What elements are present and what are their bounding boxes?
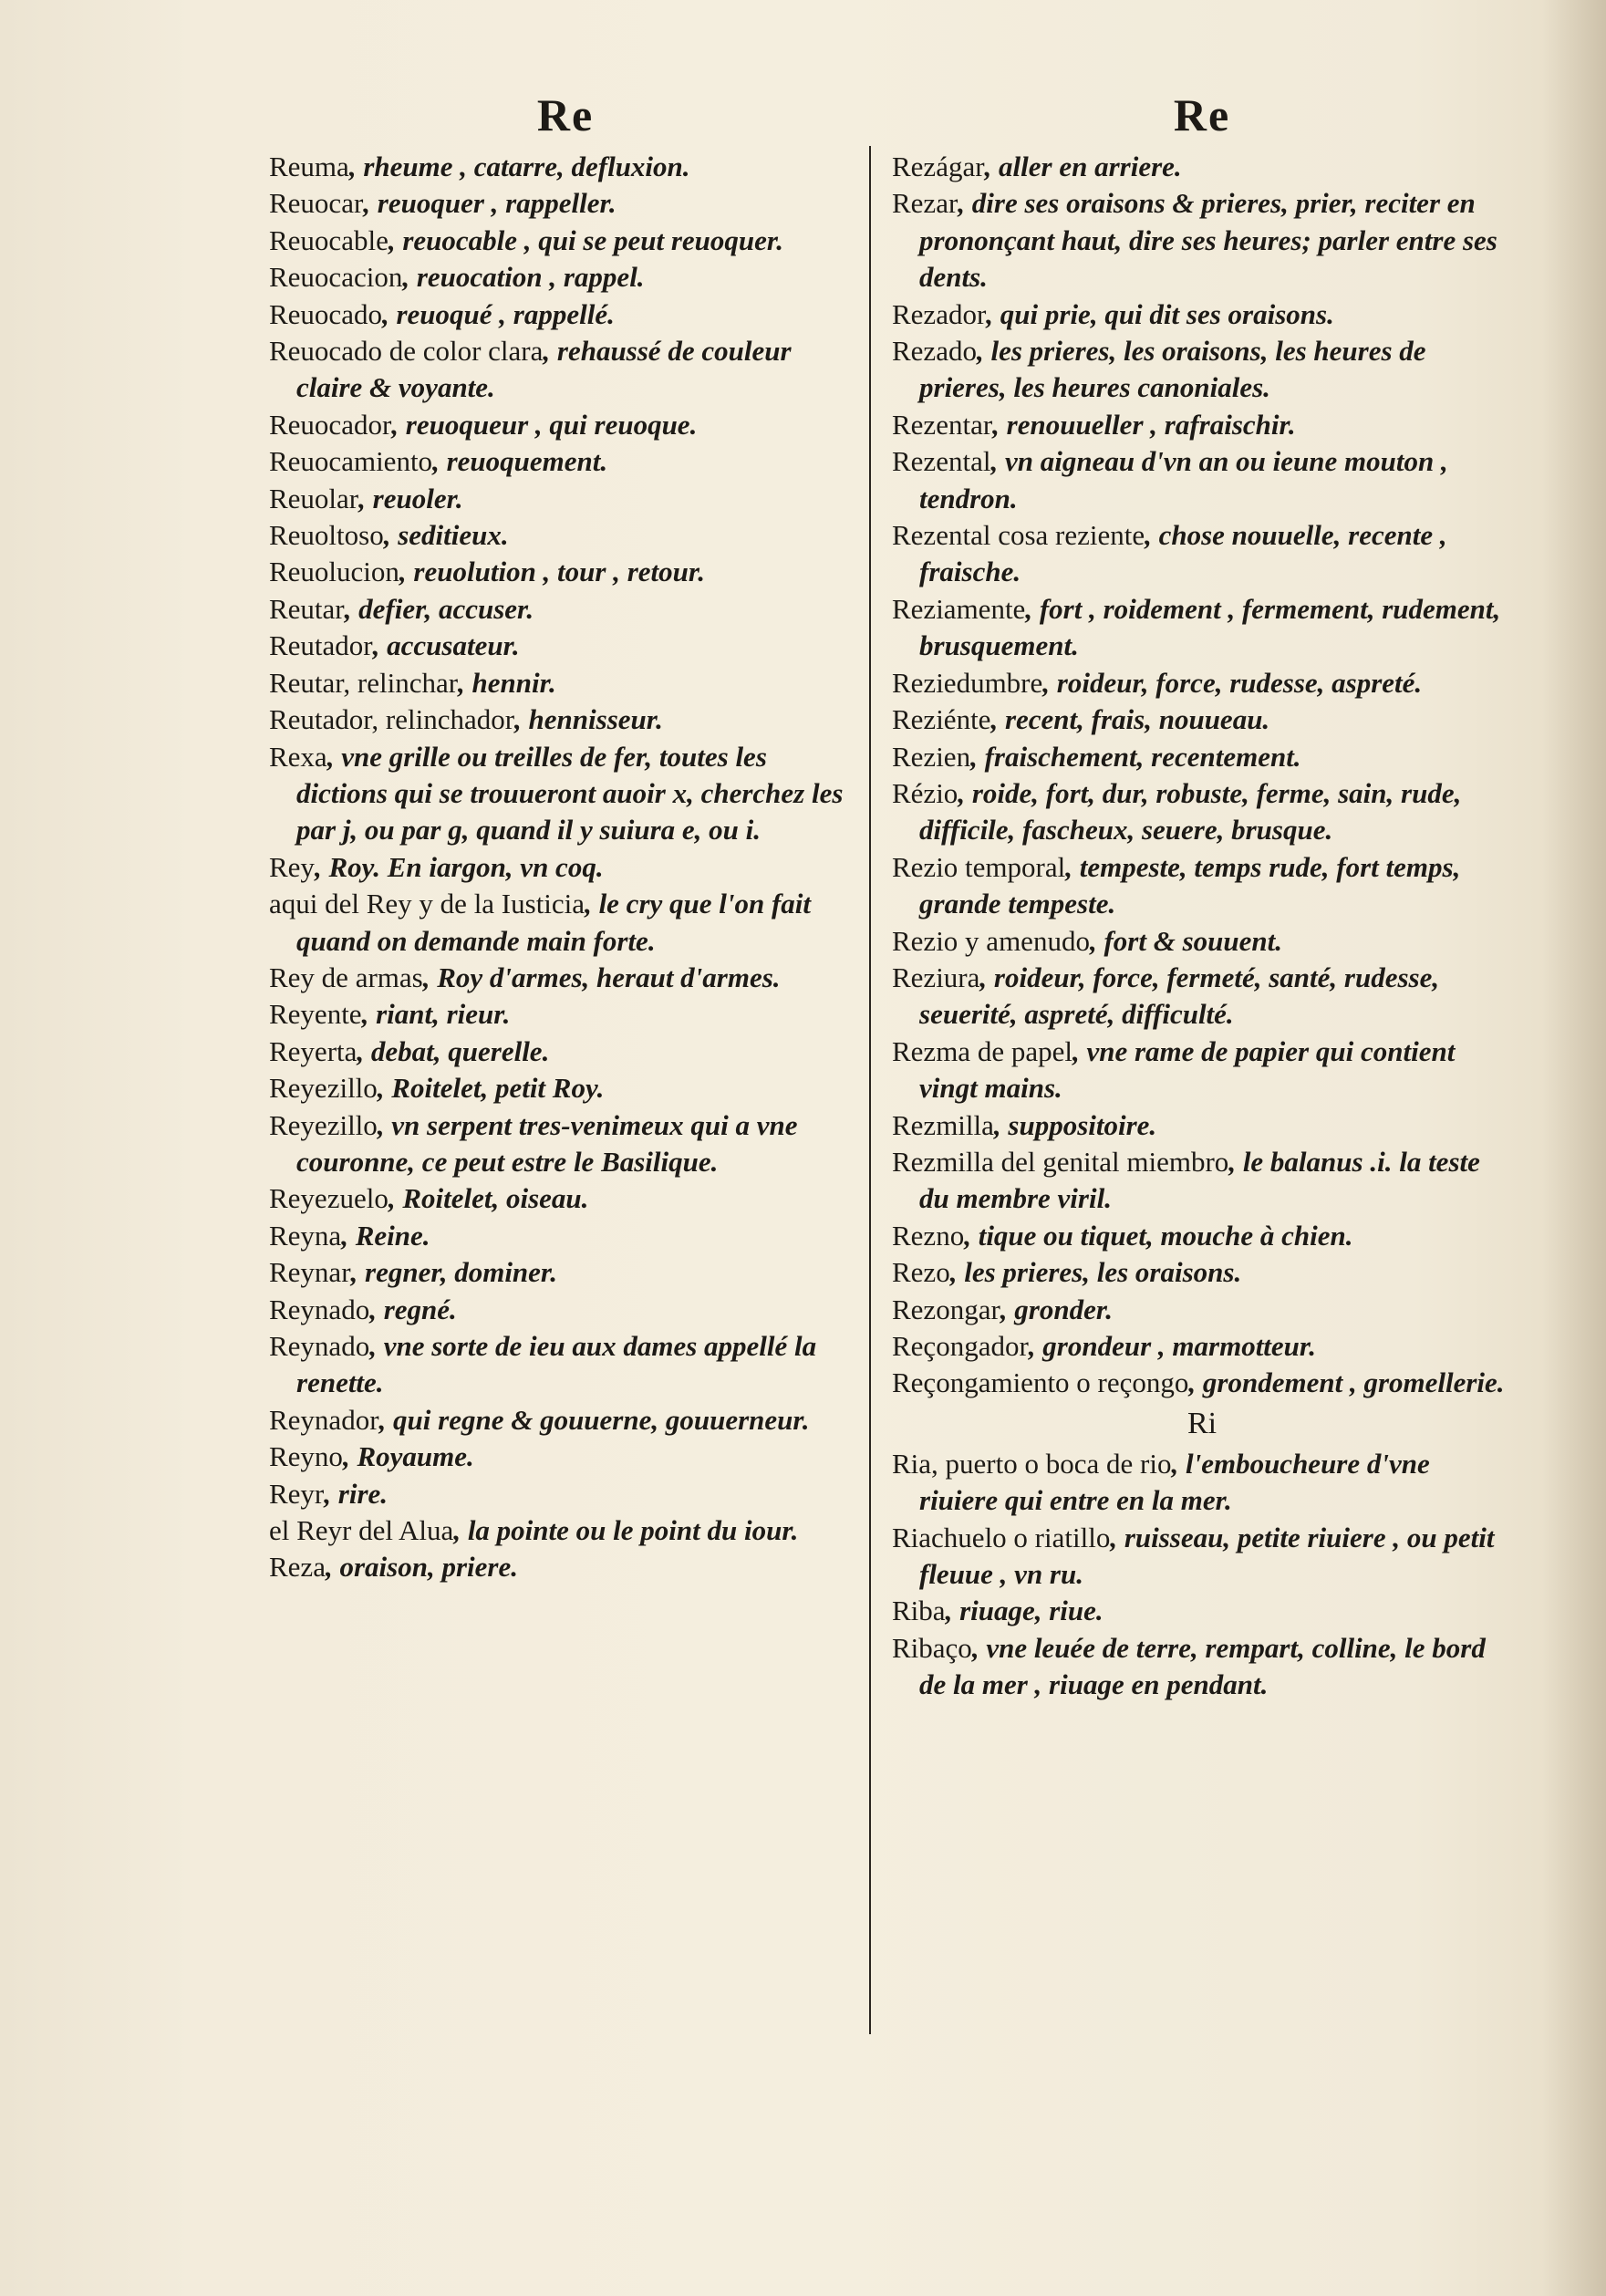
entry-headword: Reuocar bbox=[269, 187, 364, 220]
entry-headword: Rezma de papel bbox=[892, 1034, 1072, 1067]
dictionary-entry bbox=[269, 739, 862, 849]
entry-headword: Reuocamiento bbox=[269, 445, 433, 478]
entry-headword: Ribaço bbox=[892, 1631, 972, 1664]
dictionary-entry bbox=[892, 1520, 1512, 1594]
entry-definition: , qui prie, qui dit ses oraisons. bbox=[986, 297, 1334, 330]
entry-headword: Reuma bbox=[269, 151, 349, 182]
entry-headword: Reyezillo bbox=[269, 1072, 378, 1105]
entry-headword: Rezno bbox=[892, 1219, 965, 1252]
entry-headword: Reza bbox=[269, 1551, 326, 1584]
entry-headword: Riba bbox=[892, 1595, 946, 1627]
entry-definition: , hennisseur. bbox=[514, 703, 663, 736]
dictionary-entry bbox=[269, 701, 862, 738]
entry-definition: , vne rame de papier qui contient vingt mains. bbox=[919, 1034, 1456, 1105]
entry-headword: Rey bbox=[269, 850, 315, 883]
entry-definition: , roide, fort, dur, robuste, ferme, sain, rude, difficile, fascheux, seuere, brusque. bbox=[919, 776, 1462, 847]
entry-definition: , hennir. bbox=[458, 666, 556, 699]
entry-definition: , Reine. bbox=[341, 1219, 430, 1252]
dictionary-entry bbox=[892, 1630, 1512, 1704]
dictionary-entry bbox=[269, 517, 862, 554]
entry-definition: , accusateur. bbox=[372, 629, 520, 662]
entry-definition: , grondement , gromellerie. bbox=[1188, 1366, 1505, 1399]
entry-headword: Reuocado de color clara bbox=[269, 335, 544, 368]
entry-headword: Reuocable bbox=[269, 223, 389, 256]
entry-definition: , roideur, force, fermeté, santé, rudesse, seuerité, aspreté, difficulté. bbox=[919, 961, 1440, 1031]
dictionary-entry bbox=[269, 1180, 862, 1217]
entry-headword: aqui del Rey y de la Iusticia bbox=[269, 888, 585, 920]
entry-headword: Reyna bbox=[269, 1219, 342, 1252]
dictionary-entry bbox=[892, 296, 1512, 333]
dictionary-entry bbox=[269, 996, 862, 1033]
dictionary-entry bbox=[269, 1254, 862, 1291]
dictionary-entry bbox=[269, 554, 862, 590]
entry-definition: , rheume , catarre, defluxion. bbox=[348, 151, 690, 182]
entry-definition: , vn serpent tres-venimeux qui a vne couronne, ce peut estre le Basilique. bbox=[296, 1108, 798, 1178]
dictionary-entry bbox=[892, 1446, 1512, 1520]
entry-headword: Reynar bbox=[269, 1256, 351, 1289]
dictionary-entry bbox=[269, 628, 862, 664]
dictionary-entry bbox=[269, 1476, 862, 1512]
entry-headword: Reziénte bbox=[892, 703, 991, 736]
entry-definition: , oraison, priere. bbox=[325, 1551, 518, 1584]
entry-definition: , seditieux. bbox=[383, 519, 509, 552]
entry-definition: , renouueller , rafraischir. bbox=[992, 408, 1296, 441]
entry-definition: , reuoquer , rappeller. bbox=[363, 187, 616, 220]
entry-definition: , ruisseau, petite riuiere , ou petit fleuue , vn ru. bbox=[919, 1521, 1495, 1591]
entry-headword: Reziedumbre bbox=[892, 666, 1043, 699]
entry-definition: , Royaume. bbox=[342, 1440, 474, 1473]
entry-headword: Reynador bbox=[269, 1403, 379, 1436]
dictionary-entry bbox=[892, 1218, 1512, 1254]
entry-headword: Rézio bbox=[892, 776, 958, 809]
entry-definition: , Roitelet, petit Roy. bbox=[377, 1072, 605, 1105]
dictionary-entry bbox=[269, 259, 862, 296]
entry-headword: Reutador bbox=[269, 629, 373, 662]
dictionary-entry bbox=[892, 1593, 1512, 1629]
entry-definition: , rire. bbox=[324, 1477, 389, 1510]
entry-definition: , reuoqueur , qui reuoque. bbox=[391, 408, 698, 441]
dictionary-entry bbox=[892, 1144, 1512, 1218]
right-entries bbox=[892, 149, 1512, 1402]
dictionary-entry bbox=[892, 739, 1512, 775]
dictionary-entry bbox=[269, 185, 862, 222]
dictionary-entry bbox=[269, 1070, 862, 1106]
entry-definition: , regné. bbox=[369, 1293, 457, 1325]
dictionary-entry bbox=[892, 1107, 1512, 1144]
dictionary-entry bbox=[269, 223, 862, 259]
entry-headword: Riachuelo o riatillo bbox=[892, 1521, 1111, 1553]
dictionary-entry bbox=[269, 333, 862, 407]
entry-definition: , recent, frais, nouueau. bbox=[990, 703, 1270, 736]
dictionary-entry bbox=[892, 960, 1512, 1034]
dictionary-entry bbox=[269, 296, 862, 333]
entry-headword: Rezo bbox=[892, 1256, 950, 1289]
entry-definition: , vn aigneau d'vn an ou ieune mouton , tendron. bbox=[919, 445, 1448, 514]
dictionary-entry bbox=[892, 1292, 1512, 1328]
dictionary-entry bbox=[892, 1365, 1512, 1401]
entry-definition: , riant, rieur. bbox=[361, 998, 511, 1031]
entry-headword: Reyno bbox=[269, 1440, 343, 1473]
dictionary-entry bbox=[892, 1328, 1512, 1365]
dictionary-entry bbox=[892, 701, 1512, 738]
dictionary-entry bbox=[269, 960, 862, 996]
entry-headword: Reutar bbox=[269, 592, 345, 625]
entry-definition: , Roy d'armes, heraut d'armes. bbox=[422, 961, 781, 993]
dictionary-entry bbox=[892, 333, 1512, 407]
entry-definition: , gronder. bbox=[1000, 1293, 1113, 1325]
entry-definition: , les prieres, les oraisons, les heures de prieres, les heures canoniales. bbox=[919, 335, 1426, 404]
dictionary-entry bbox=[892, 591, 1512, 665]
dictionary-entry bbox=[892, 1034, 1512, 1107]
entry-definition: , qui regne & gouuerne, gouuerneur. bbox=[378, 1403, 810, 1436]
entry-definition: , Roitelet, oiseau. bbox=[388, 1182, 589, 1215]
section-header-ri: Ri bbox=[1186, 1406, 1217, 1440]
entry-headword: Reuocador bbox=[269, 408, 392, 441]
left-column bbox=[269, 87, 862, 1586]
entry-definition: , le cry que l'on fait quand on demande main forte. bbox=[296, 888, 812, 957]
dictionary-entry bbox=[269, 1292, 862, 1328]
dictionary-entry bbox=[892, 1254, 1512, 1291]
entry-headword: Ria, puerto o boca de rio bbox=[892, 1447, 1172, 1480]
entry-definition: , riuage, riue. bbox=[945, 1595, 1103, 1627]
entry-definition: , reuoquement. bbox=[432, 445, 608, 478]
entry-headword: Reyezillo bbox=[269, 1108, 378, 1141]
dictionary-entry bbox=[892, 517, 1512, 591]
entry-definition: , l'emboucheure d'vne riuiere qui entre en la mer. bbox=[919, 1447, 1430, 1517]
entry-headword: Rezmilla del genital miembro bbox=[892, 1145, 1229, 1178]
dictionary-entry bbox=[269, 1402, 862, 1439]
entry-definition: , tique ou tiquet, mouche à chien. bbox=[964, 1219, 1353, 1252]
entry-headword: Reutar, relinchar bbox=[269, 666, 459, 699]
entry-headword: el Reyr del Alua bbox=[269, 1514, 454, 1547]
entry-headword: Rezio y amenudo bbox=[892, 924, 1090, 957]
entry-headword: Reziura bbox=[892, 961, 980, 993]
entry-headword: Rezentar bbox=[892, 408, 993, 441]
entry-definition: , debat, querelle. bbox=[357, 1034, 550, 1067]
entry-definition: , dire ses oraisons & prieres, prier, reciter en prononçant haut, dire ses heures; parler entre ses dents. bbox=[919, 187, 1497, 294]
dictionary-entry bbox=[892, 185, 1512, 296]
entry-definition: , tempeste, temps rude, fort temps, grande tempeste. bbox=[919, 850, 1461, 920]
dictionary-entry bbox=[269, 849, 862, 886]
entry-definition: , reuocable , qui se peut reuoquer. bbox=[388, 223, 783, 256]
entry-headword: Rexa bbox=[269, 740, 327, 773]
entry-headword: Rezado bbox=[892, 335, 977, 368]
entry-definition: , roideur, force, rudesse, aspreté. bbox=[1042, 666, 1423, 699]
dictionary-entry bbox=[269, 1034, 862, 1070]
entry-definition: , la pointe ou le point du iour. bbox=[453, 1514, 799, 1547]
entry-definition: , vne grille ou treilles de fer, toutes les dictions qui se trouueront auoir x, cherchez les par j, ou par g, quand il y suiura e, ou i. bbox=[296, 740, 844, 847]
dictionary-entry bbox=[269, 1328, 862, 1402]
entry-definition: , defier, accuser. bbox=[344, 592, 534, 625]
entry-headword: Rezador bbox=[892, 297, 987, 330]
entry-headword: Rezágar bbox=[892, 151, 985, 182]
entry-headword: Rezental cosa reziente bbox=[892, 519, 1145, 552]
entry-headword: Reynado bbox=[269, 1293, 370, 1325]
entry-definition: , vne leuée de terre, rempart, colline, le bord de la mer , riuage en pendant. bbox=[919, 1631, 1486, 1701]
entry-definition: , reuoler. bbox=[358, 482, 463, 514]
entry-headword: Reziamente bbox=[892, 592, 1026, 625]
right-column bbox=[892, 87, 1512, 1704]
right-running-head: Re bbox=[1173, 89, 1231, 140]
entry-headword: Rezmilla bbox=[892, 1108, 994, 1141]
entry-headword: Reyezuelo bbox=[269, 1182, 389, 1215]
dictionary-entry bbox=[269, 1512, 862, 1549]
entry-definition: , aller en arriere. bbox=[984, 151, 1182, 182]
entry-definition: , suppositoire. bbox=[993, 1108, 1157, 1141]
dictionary-entry bbox=[892, 149, 1512, 185]
entry-headword: Reyerta bbox=[269, 1034, 357, 1067]
dictionary-entry bbox=[892, 849, 1512, 923]
left-entries bbox=[269, 149, 862, 1586]
dictionary-entry bbox=[269, 1439, 862, 1475]
entry-headword: Rezio temporal bbox=[892, 850, 1066, 883]
entry-definition: , reuocation , rappel. bbox=[402, 261, 645, 294]
entry-headword: Rey de armas bbox=[269, 961, 423, 993]
entry-definition: , chose nouuelle, recente , fraische. bbox=[919, 519, 1447, 588]
entry-definition: , fort , roidement , fermement, rudement, brusquement. bbox=[919, 592, 1501, 662]
entry-headword: Reçongador bbox=[892, 1330, 1029, 1362]
entry-definition: , les prieres, les oraisons. bbox=[949, 1256, 1242, 1289]
dictionary-entry bbox=[269, 1549, 862, 1585]
entry-headword: Reutador, relinchador bbox=[269, 703, 515, 736]
dictionary-entry bbox=[269, 407, 862, 443]
entry-headword: Reyente bbox=[269, 998, 362, 1031]
entry-headword: Rezental bbox=[892, 445, 991, 478]
entry-headword: Reuolucion bbox=[269, 556, 399, 588]
dictionary-entry bbox=[269, 1107, 862, 1181]
entry-definition: , rehaussé de couleur claire & voyante. bbox=[296, 335, 792, 404]
entry-definition: , reuolution , tour , retour. bbox=[399, 556, 706, 588]
column-divider bbox=[869, 146, 871, 2034]
entry-definition: , vne sorte de ieu aux dames appellé la renette. bbox=[296, 1330, 817, 1399]
entry-headword: Reynado bbox=[269, 1330, 370, 1362]
entry-definition: , fraischement, recentement. bbox=[970, 740, 1301, 773]
dictionary-entry bbox=[269, 591, 862, 628]
left-running-head: Re bbox=[536, 89, 595, 140]
entry-headword: Rezongar bbox=[892, 1293, 1000, 1325]
entry-definition: , Roy. En iargon, vn coq. bbox=[314, 850, 604, 883]
dictionary-entry bbox=[892, 775, 1512, 849]
dictionary-entry bbox=[269, 481, 862, 517]
entry-headword: Reuolar bbox=[269, 482, 359, 514]
dictionary-entry bbox=[892, 665, 1512, 701]
right-entries-after-section bbox=[892, 1446, 1512, 1704]
entry-headword: Reuocado bbox=[269, 297, 382, 330]
entry-headword: Rezien bbox=[892, 740, 971, 773]
dictionary-entry bbox=[892, 407, 1512, 443]
entry-headword: Reuoltoso bbox=[269, 519, 384, 552]
dictionary-entry bbox=[892, 923, 1512, 960]
entry-definition: , grondeur , marmotteur. bbox=[1028, 1330, 1317, 1362]
entry-headword: Rezar bbox=[892, 187, 958, 220]
dictionary-entry bbox=[269, 443, 862, 480]
entry-definition: , reuoqué , rappellé. bbox=[381, 297, 615, 330]
entry-definition: , fort & souuent. bbox=[1089, 924, 1282, 957]
entry-headword: Reuocacion bbox=[269, 261, 403, 294]
dictionary-entry bbox=[269, 149, 862, 185]
dictionary-entry bbox=[269, 665, 862, 701]
entry-headword: Reyr bbox=[269, 1477, 325, 1510]
dictionary-entry bbox=[892, 443, 1512, 517]
entry-headword: Reçongamiento o reçongo bbox=[892, 1366, 1189, 1399]
dictionary-entry bbox=[269, 886, 862, 960]
entry-definition: , regner, dominer. bbox=[350, 1256, 558, 1289]
dictionary-entry bbox=[269, 1218, 862, 1254]
entry-definition: , le balanus .i. la teste du membre viril. bbox=[919, 1145, 1480, 1215]
